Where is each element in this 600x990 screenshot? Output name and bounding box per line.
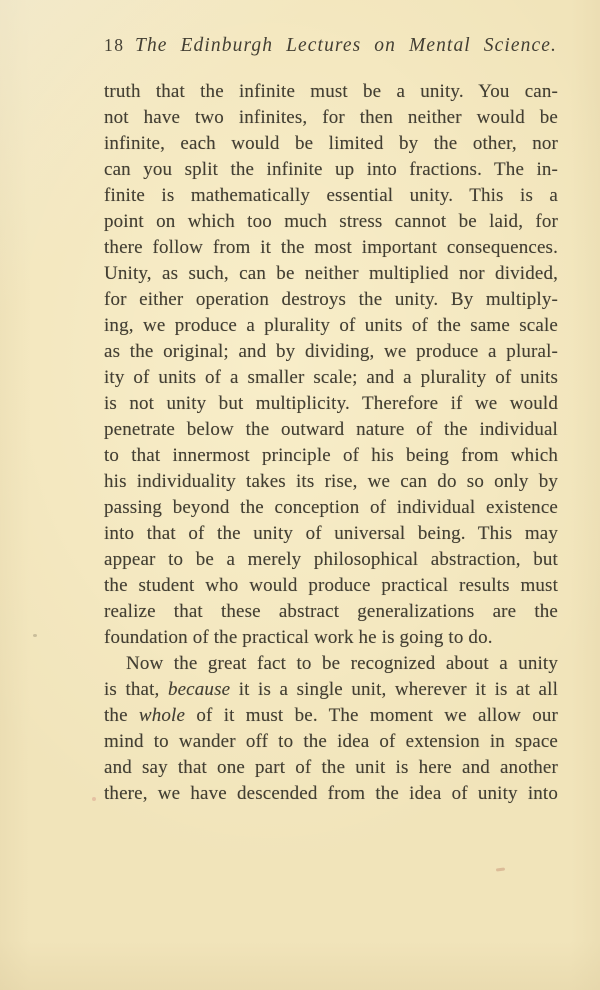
text-segment: his individuality takes its rise, we can do so only by — [104, 471, 558, 492]
text-segment: of it must be. The moment we allow our — [185, 705, 559, 726]
text-segment: ity of units of a smaller scale; and a plurality of units — [104, 367, 558, 388]
text-line — [104, 547, 558, 573]
text-segment: infinite, each would be limited by the other, nor — [104, 133, 558, 154]
text-line — [104, 469, 558, 495]
text-segment: Now the great fact to be recognized about a unity — [126, 653, 558, 674]
text-line — [104, 521, 558, 547]
text-segment: finite is mathematically essential unity. This is a — [104, 185, 558, 206]
text-segment: point on which too much stress cannot be laid, for — [104, 211, 558, 232]
text-segment: Unity, as such, can be neither multiplied nor divided, — [104, 263, 558, 284]
text-line — [104, 651, 558, 677]
text-segment: and say that one part of the unit is here and another — [104, 757, 558, 778]
text-line — [104, 781, 558, 807]
text-segment: appear to be a merely philosophical abstraction, but — [104, 549, 558, 570]
text-line — [104, 235, 558, 261]
page-header — [104, 35, 557, 57]
text-line — [104, 313, 558, 339]
text-line — [104, 391, 558, 417]
text-line — [104, 287, 558, 313]
text-segment: passing beyond the conception of individual existence — [104, 497, 558, 518]
text-line — [104, 209, 558, 235]
text-body — [104, 79, 558, 807]
text-segment: as the original; and by dividing, we produce a plural- — [104, 341, 558, 362]
paper-speck — [92, 797, 96, 801]
text-segment: mind to wander off to the idea of extension in space — [104, 731, 558, 752]
text-segment: not have two infinites, for then neither would be — [104, 107, 558, 128]
text-segment: ing, we produce a plurality of units of the same scale — [104, 315, 558, 336]
text-segment: the student who would produce practical results must — [104, 575, 558, 596]
text-segment: can you split the infinite up into fractions. The in- — [104, 159, 558, 180]
text-segment: truth that the infinite must be a unity. You can- — [104, 81, 558, 102]
text-segment: penetrate below the outward nature of the individual — [104, 419, 558, 440]
text-segment: there follow from it the most important consequences. — [104, 237, 558, 258]
text-line — [104, 105, 558, 131]
text-line — [104, 703, 558, 729]
text-line — [104, 131, 558, 157]
text-line — [104, 599, 558, 625]
text-segment: it is a single unit, wherever it is at all — [230, 679, 559, 700]
text-segment: foundation of the practical work he is going to do. — [104, 627, 493, 648]
text-segment: for either operation destroys the unity. By multiply- — [104, 289, 558, 310]
text-segment: there, we have descended from the idea of unity into — [104, 783, 558, 804]
text-segment: the — [104, 705, 139, 726]
text-line — [104, 339, 558, 365]
text-line — [104, 625, 558, 651]
text-line — [104, 79, 558, 105]
text-segment: is that, — [104, 679, 168, 700]
text-line — [104, 573, 558, 599]
text-line — [104, 183, 558, 209]
text-line — [104, 261, 558, 287]
text-line — [104, 677, 558, 703]
italic-text-segment: whole — [138, 705, 186, 726]
text-segment: is not unity but multiplicity. Therefore if we would — [104, 393, 558, 414]
text-line — [104, 157, 558, 183]
page-number: 18 — [104, 35, 125, 55]
text-segment: realize that these abstract generalizations are the — [104, 601, 558, 622]
running-title: The Edinburgh Lectures on Mental Science. — [135, 35, 557, 56]
text-line — [104, 443, 558, 469]
text-line — [104, 417, 558, 443]
text-line — [104, 365, 558, 391]
text-line — [104, 495, 558, 521]
text-segment: into that of the unity of universal being. This may — [104, 523, 558, 544]
paper-speck — [33, 634, 37, 637]
paper-speck — [496, 867, 505, 871]
text-segment: to that innermost principle of his being from which — [104, 445, 558, 466]
italic-text-segment: because — [167, 679, 231, 700]
text-line — [104, 729, 558, 755]
text-line — [104, 755, 558, 781]
